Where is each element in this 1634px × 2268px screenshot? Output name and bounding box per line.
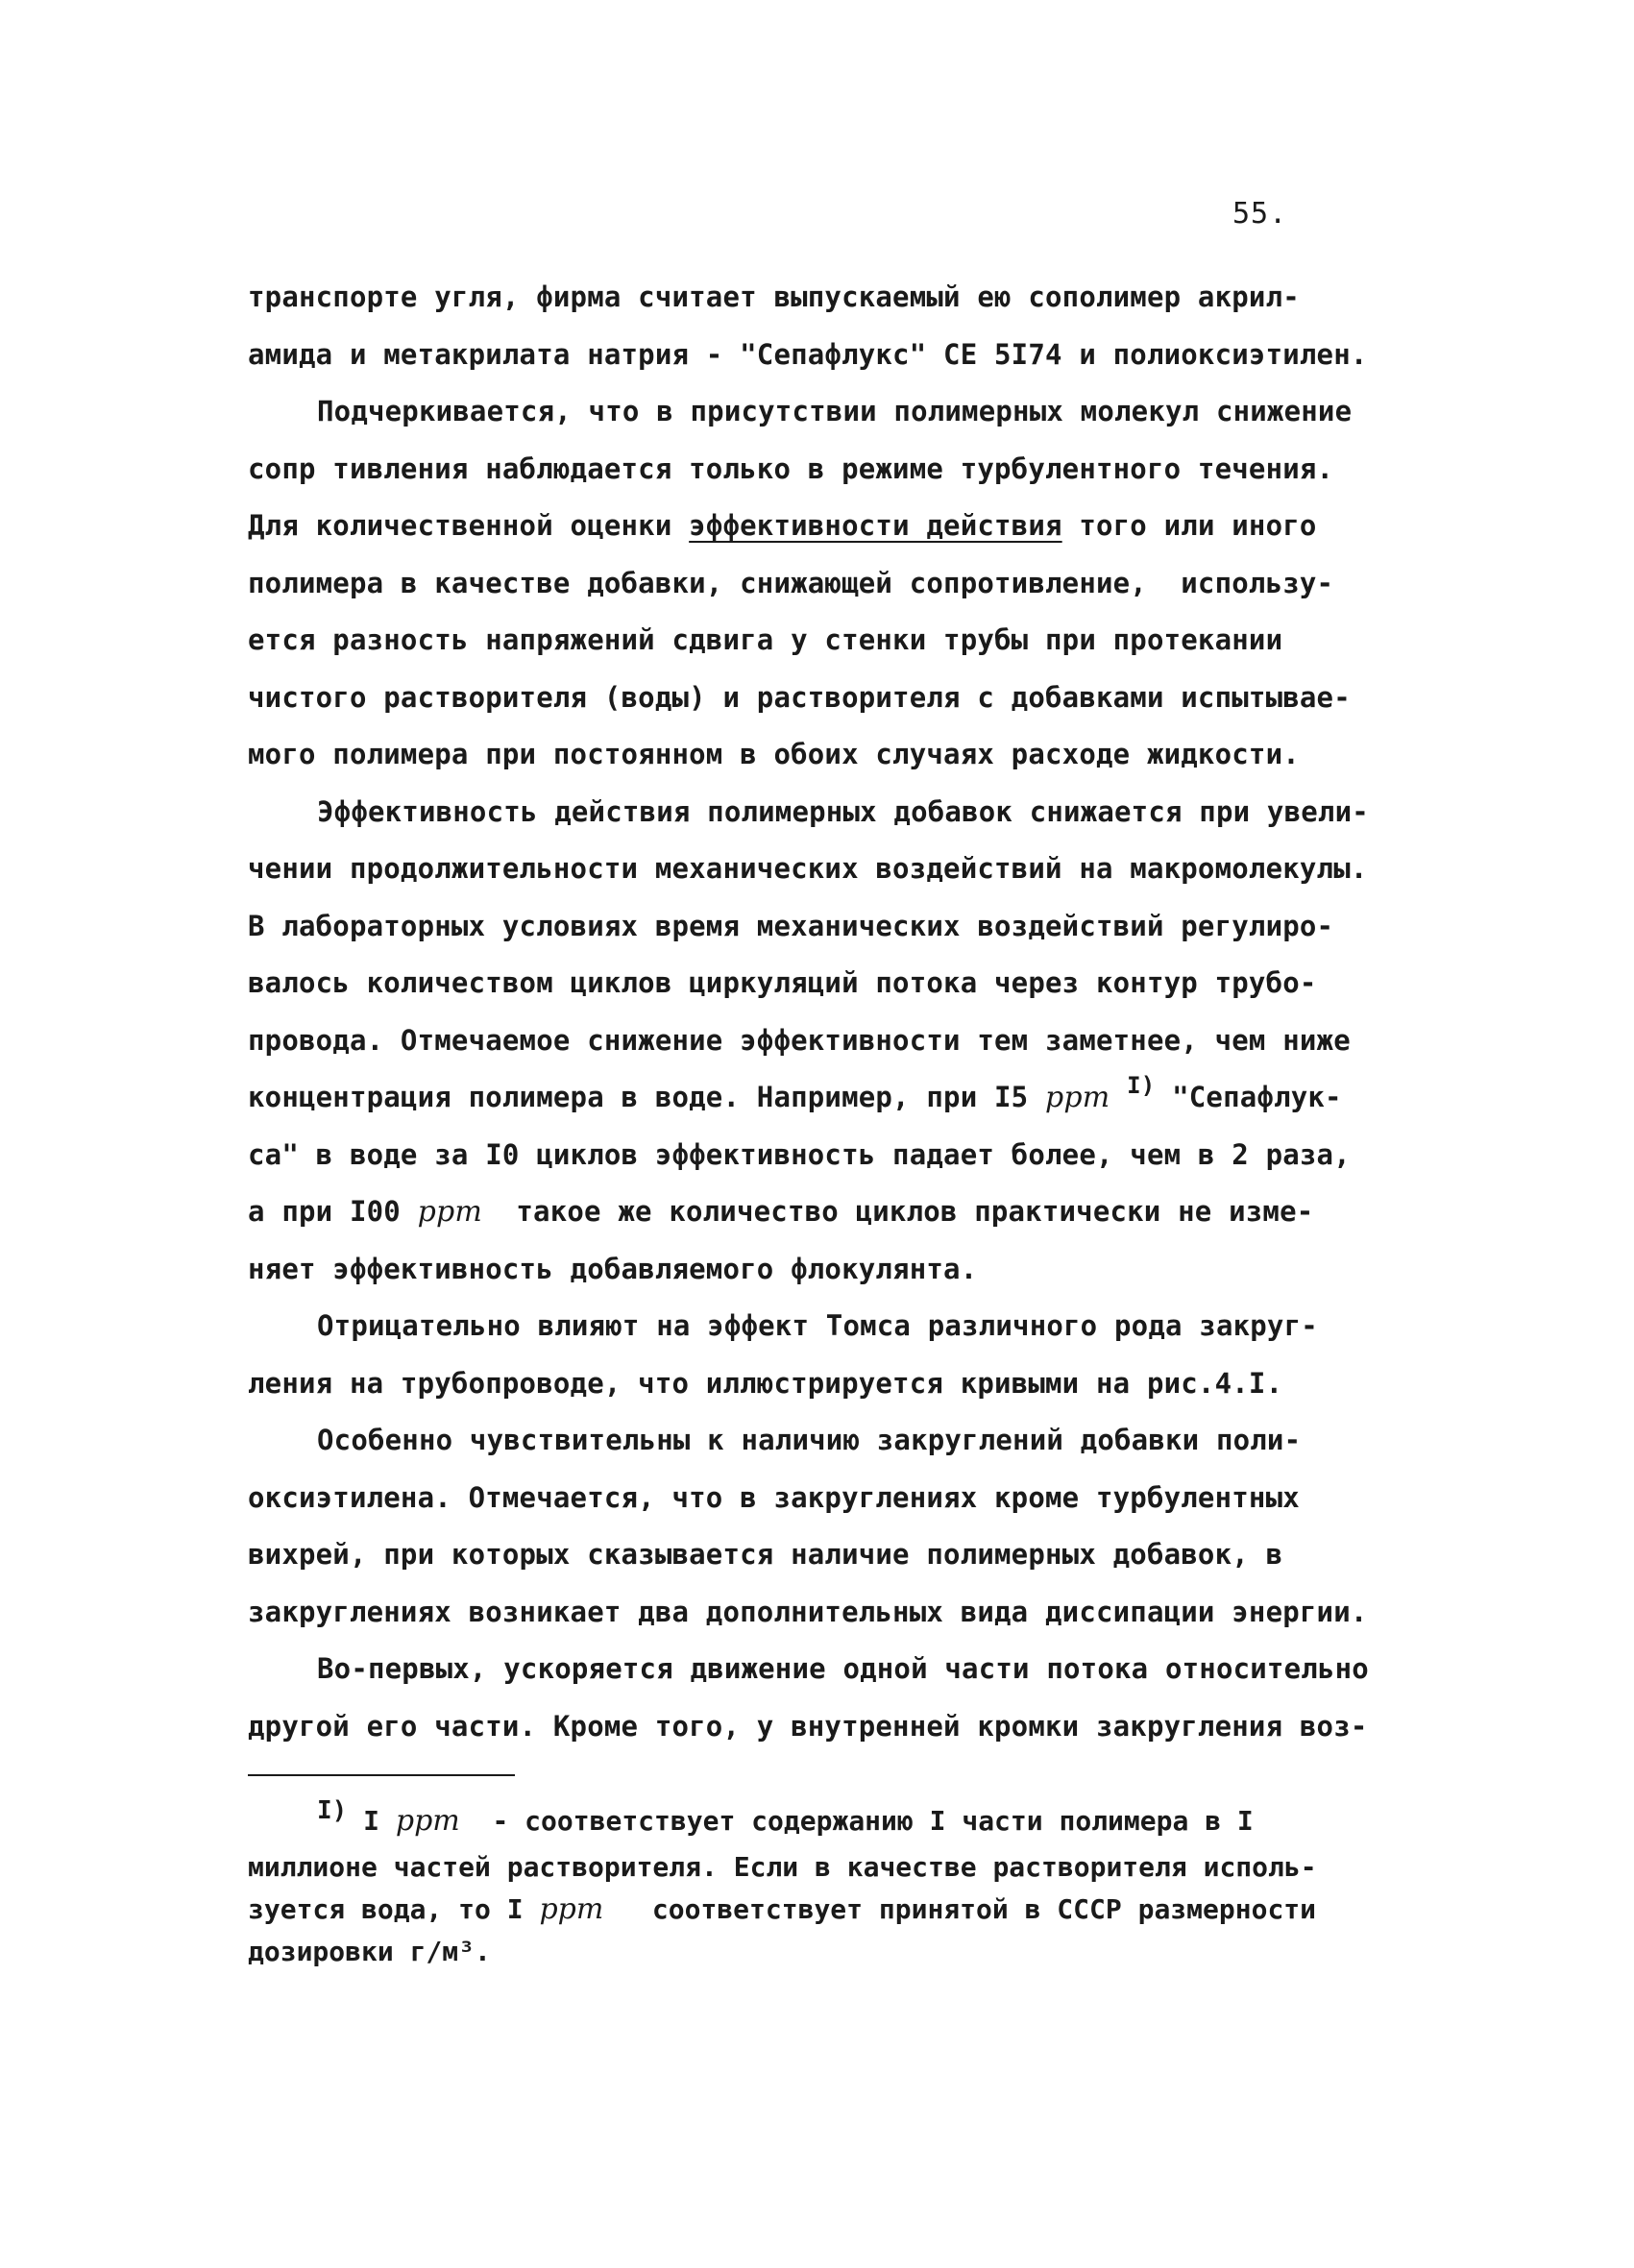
text-line: ется разность напряжений сдвига у стенки трубы при протекании [248, 623, 1283, 656]
text-line: няет эффективность добавляемого флокулянта. [248, 1252, 978, 1285]
text-line: сопр тивления наблюдается только в режиме турбулентного течения. [248, 451, 1334, 485]
text-line: чистого растворителя (воды) и растворителя с добавками испытывае- [248, 680, 1351, 714]
text-line [248, 498, 1410, 555]
text-run: "Сепафлук- [1155, 1081, 1342, 1113]
text-run: - соответствует содержанию I части полимера в I [459, 1805, 1254, 1837]
unit-ppm: ppm [395, 1804, 460, 1838]
text-line: В лабораторных условиях время механических воздействий регулиро- [248, 909, 1334, 942]
text-line: оксиэтилена. Отмечается, что в закруглениях кроме турбулентных [248, 1480, 1300, 1514]
text-run: соответствует принятой в СССР размерности [603, 1893, 1317, 1925]
text-run: такое же количество циклов практически не изме- [482, 1195, 1314, 1228]
footnote-marker: I) [317, 1796, 348, 1825]
unit-ppm: ppm [539, 1892, 604, 1926]
text-line: Эффективность действия полимерных добавок снижается при увели- [317, 794, 1369, 828]
footnote-ref: I) [1127, 1072, 1156, 1099]
text-line: амида и метакрилата натрия - "Сепафлукс" СЕ 5I74 и полиоксиэтилен. [248, 337, 1368, 371]
text-run: а при I00 [248, 1195, 418, 1228]
text-run: концентрация полимера в воде. Например, при I5 [248, 1081, 1045, 1113]
text-line: полимера в качестве добавки, снижающей сопротивление, использу- [248, 566, 1334, 599]
text-line: другой его части. Кроме того, у внутренней кромки закругления воз- [248, 1709, 1368, 1743]
underlined-phrase: эффективности действия [689, 509, 1062, 542]
unit-ppm: ppm [417, 1195, 483, 1229]
footnote-line [248, 1889, 1410, 1931]
text-line [248, 1069, 1410, 1127]
footnote-line [248, 1796, 1410, 1846]
text-line: чении продолжительности механических воздействий на макромолекулы. [248, 852, 1368, 885]
text-line: закруглениях возникает два дополнительных вида диссипации энергии. [248, 1595, 1368, 1628]
text-line: провода. Отмечаемое снижение эффективности тем заметнее, чем ниже [248, 1023, 1351, 1057]
text-line: транспорте угля, фирма считает выпускаемый ею сополимер акрил- [248, 280, 1300, 313]
text-run: Для количественной оценки [248, 509, 690, 542]
unit-ppm: ppm [1045, 1081, 1110, 1114]
text-line: Особенно чувствительны к наличию закруглений добавки поли- [317, 1424, 1302, 1456]
text-line: са" в воде за I0 циклов эффективность падает более, чем в 2 раза, [248, 1137, 1351, 1171]
text-run: I [347, 1805, 396, 1837]
footnote-divider [248, 1774, 515, 1776]
footnote-line: дозировки г/м³. [248, 1936, 491, 1967]
text-line: мого полимера при постоянном в обоих случаях расходе жидкости. [248, 738, 1300, 770]
text-line [248, 1183, 1410, 1241]
page-number: 55. [1232, 197, 1288, 231]
text-line: ления на трубопроводе, что иллюстрируется кривыми на рис.4.I. [248, 1366, 1283, 1400]
body-text [248, 269, 1410, 1755]
footnote-line: миллионе частей растворителя. Если в качестве растворителя исполь- [248, 1851, 1317, 1883]
text-line: вихрей, при которых сказывается наличие полимерных добавок, в [248, 1538, 1283, 1571]
text-line: валось количеством циклов циркуляций потока через контур трубо- [248, 966, 1317, 999]
footnote [248, 1796, 1410, 1973]
text-run: зуется вода, то I [248, 1893, 540, 1925]
text-line: Во-первых, ускоряется движение одной части потока относительно [317, 1652, 1369, 1685]
text-line: Отрицательно влияют на эффект Томса различного рода закруг- [317, 1309, 1318, 1342]
text-run: того или иного [1061, 509, 1317, 542]
text-line: Подчеркивается, что в присутствии полимерных молекул снижение [317, 395, 1353, 427]
